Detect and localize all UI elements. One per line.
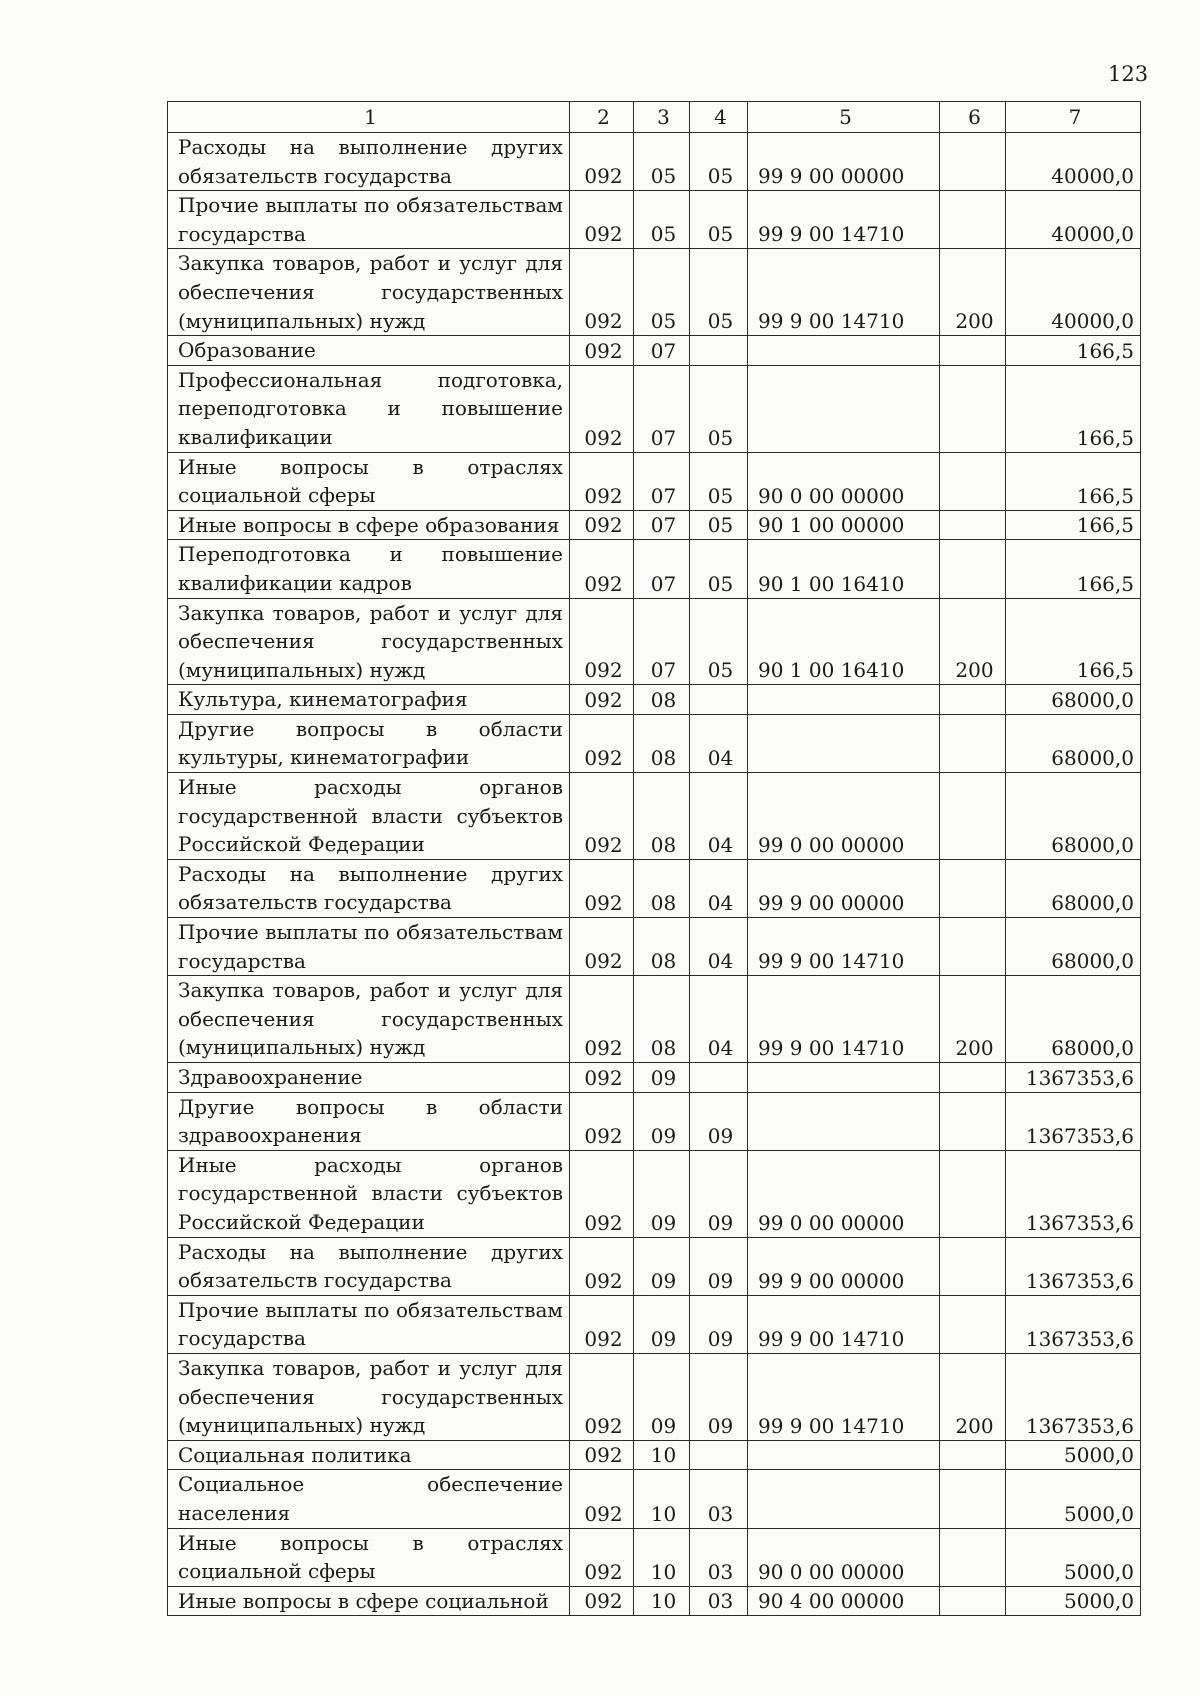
subsection-code-cell — [690, 685, 748, 715]
expense-type-cell: 200 — [940, 598, 1006, 685]
expense-type-cell — [940, 1586, 1006, 1616]
expense-name-cell: Иные вопросы в отраслях социальной сферы — [168, 452, 570, 510]
expense-name-cell: Прочие выплаты по обязательствам государства — [168, 191, 570, 249]
target-article-cell: 99 9 00 14710 — [748, 249, 940, 336]
amount-cell: 5000,0 — [1006, 1440, 1141, 1470]
expense-name-cell: Иные расходы органов государственной власти субъектов Российской Федерации — [168, 1150, 570, 1237]
expense-type-cell: 200 — [940, 249, 1006, 336]
section-code-cell: 08 — [634, 976, 690, 1063]
section-code-cell: 08 — [634, 685, 690, 715]
ministry-code-cell: 092 — [570, 598, 634, 685]
subsection-code-cell: 04 — [690, 773, 748, 860]
target-article-cell — [748, 1440, 940, 1470]
table-row — [168, 976, 1141, 1063]
subsection-code-cell: 09 — [690, 1295, 748, 1353]
target-article-cell: 90 1 00 00000 — [748, 510, 940, 540]
amount-cell: 5000,0 — [1006, 1470, 1141, 1528]
table-row — [168, 1295, 1141, 1353]
expense-type-cell — [940, 1237, 1006, 1295]
section-code-cell: 09 — [634, 1092, 690, 1150]
expense-type-cell — [940, 1063, 1006, 1093]
target-article-cell — [748, 1063, 940, 1093]
table-row — [168, 685, 1141, 715]
target-article-cell — [748, 365, 940, 452]
target-article-cell: 90 0 00 00000 — [748, 1528, 940, 1586]
header-row — [168, 102, 1141, 133]
table-row — [168, 1063, 1141, 1093]
section-code-cell: 09 — [634, 1295, 690, 1353]
subsection-code-cell: 04 — [690, 976, 748, 1063]
target-article-cell: 99 0 00 00000 — [748, 773, 940, 860]
target-article-cell: 99 9 00 14710 — [748, 976, 940, 1063]
expense-type-cell — [940, 365, 1006, 452]
table-row — [168, 452, 1141, 510]
expense-name-cell: Закупка товаров, работ и услуг для обеспечения государственных (муниципальных) нужд — [168, 598, 570, 685]
expense-type-cell — [940, 773, 1006, 860]
subsection-code-cell: 09 — [690, 1237, 748, 1295]
subsection-code-cell: 09 — [690, 1353, 748, 1440]
section-code-cell: 07 — [634, 336, 690, 366]
expense-name-cell: Закупка товаров, работ и услуг для обеспечения государственных (муниципальных) нужд — [168, 976, 570, 1063]
section-code-cell: 07 — [634, 540, 690, 598]
subsection-code-cell: 05 — [690, 191, 748, 249]
expense-name-cell: Иные вопросы в отраслях социальной сферы — [168, 1528, 570, 1586]
header-cell: 2 — [570, 102, 634, 133]
ministry-code-cell: 092 — [570, 249, 634, 336]
ministry-code-cell: 092 — [570, 1440, 634, 1470]
expense-name-cell: Здравоохранение — [168, 1063, 570, 1093]
table-row — [168, 1440, 1141, 1470]
table-row — [168, 336, 1141, 366]
expense-name-cell: Расходы на выполнение других обязательств государства — [168, 133, 570, 191]
ministry-code-cell: 092 — [570, 859, 634, 917]
expense-type-cell: 200 — [940, 1353, 1006, 1440]
ministry-code-cell: 092 — [570, 365, 634, 452]
expense-name-cell: Иные расходы органов государственной власти субъектов Российской Федерации — [168, 773, 570, 860]
header-cell: 5 — [748, 102, 940, 133]
subsection-code-cell: 05 — [690, 598, 748, 685]
section-code-cell: 10 — [634, 1440, 690, 1470]
amount-cell: 166,5 — [1006, 540, 1141, 598]
table-row — [168, 510, 1141, 540]
amount-cell: 40000,0 — [1006, 191, 1141, 249]
ministry-code-cell: 092 — [570, 1353, 634, 1440]
target-article-cell: 90 0 00 00000 — [748, 452, 940, 510]
ministry-code-cell: 092 — [570, 133, 634, 191]
table-row — [168, 365, 1141, 452]
header-cell: 4 — [690, 102, 748, 133]
section-code-cell: 09 — [634, 1150, 690, 1237]
table-row — [168, 918, 1141, 976]
expense-name-cell: Культура, кинематография — [168, 685, 570, 715]
amount-cell: 166,5 — [1006, 452, 1141, 510]
amount-cell: 1367353,6 — [1006, 1353, 1141, 1440]
header-cell: 3 — [634, 102, 690, 133]
target-article-cell: 90 1 00 16410 — [748, 598, 940, 685]
expense-type-cell — [940, 133, 1006, 191]
target-article-cell — [748, 1470, 940, 1528]
target-article-cell: 99 9 00 14710 — [748, 1353, 940, 1440]
section-code-cell: 10 — [634, 1586, 690, 1616]
subsection-code-cell: 05 — [690, 365, 748, 452]
target-article-cell: 99 9 00 00000 — [748, 859, 940, 917]
amount-cell: 68000,0 — [1006, 685, 1141, 715]
amount-cell: 166,5 — [1006, 510, 1141, 540]
expense-type-cell — [940, 1440, 1006, 1470]
expense-name-cell: Закупка товаров, работ и услуг для обеспечения государственных (муниципальных) нужд — [168, 249, 570, 336]
amount-cell: 166,5 — [1006, 336, 1141, 366]
amount-cell: 1367353,6 — [1006, 1150, 1141, 1237]
target-article-cell: 99 9 00 14710 — [748, 918, 940, 976]
subsection-code-cell: 05 — [690, 133, 748, 191]
subsection-code-cell: 05 — [690, 540, 748, 598]
table-row — [168, 249, 1141, 336]
amount-cell: 1367353,6 — [1006, 1092, 1141, 1150]
table-row — [168, 540, 1141, 598]
amount-cell: 68000,0 — [1006, 976, 1141, 1063]
target-article-cell — [748, 685, 940, 715]
section-code-cell: 07 — [634, 365, 690, 452]
subsection-code-cell: 04 — [690, 918, 748, 976]
subsection-code-cell — [690, 336, 748, 366]
subsection-code-cell: 05 — [690, 510, 748, 540]
ministry-code-cell: 092 — [570, 540, 634, 598]
table-row — [168, 1150, 1141, 1237]
expense-name-cell: Профессиональная подготовка, переподготовка и повышение квалификации — [168, 365, 570, 452]
amount-cell: 1367353,6 — [1006, 1063, 1141, 1093]
subsection-code-cell: 05 — [690, 249, 748, 336]
ministry-code-cell: 092 — [570, 1237, 634, 1295]
section-code-cell: 08 — [634, 714, 690, 772]
section-code-cell: 07 — [634, 598, 690, 685]
ministry-code-cell: 092 — [570, 1063, 634, 1093]
subsection-code-cell: 09 — [690, 1092, 748, 1150]
table-row — [168, 1237, 1141, 1295]
section-code-cell: 05 — [634, 191, 690, 249]
expense-type-cell — [940, 1092, 1006, 1150]
target-article-cell — [748, 714, 940, 772]
expense-name-cell: Другие вопросы в области здравоохранения — [168, 1092, 570, 1150]
amount-cell: 166,5 — [1006, 598, 1141, 685]
expense-type-cell — [940, 510, 1006, 540]
table-row — [168, 859, 1141, 917]
amount-cell: 68000,0 — [1006, 714, 1141, 772]
expense-name-cell: Иные вопросы в сфере образования — [168, 510, 570, 540]
amount-cell: 1367353,6 — [1006, 1295, 1141, 1353]
target-article-cell: 99 9 00 14710 — [748, 191, 940, 249]
amount-cell: 166,5 — [1006, 365, 1141, 452]
ministry-code-cell: 092 — [570, 1295, 634, 1353]
expense-name-cell: Расходы на выполнение других обязательств государства — [168, 859, 570, 917]
ministry-code-cell: 092 — [570, 1470, 634, 1528]
ministry-code-cell: 092 — [570, 191, 634, 249]
table-row — [168, 1586, 1141, 1616]
ministry-code-cell: 092 — [570, 510, 634, 540]
subsection-code-cell: 04 — [690, 859, 748, 917]
table-row — [168, 598, 1141, 685]
expense-name-cell: Переподготовка и повышение квалификации кадров — [168, 540, 570, 598]
ministry-code-cell: 092 — [570, 976, 634, 1063]
target-article-cell — [748, 1092, 940, 1150]
ministry-code-cell: 092 — [570, 918, 634, 976]
amount-cell: 40000,0 — [1006, 133, 1141, 191]
target-article-cell: 99 9 00 00000 — [748, 133, 940, 191]
section-code-cell: 10 — [634, 1470, 690, 1528]
expense-type-cell — [940, 1470, 1006, 1528]
expense-type-cell — [940, 1150, 1006, 1237]
target-article-cell — [748, 336, 940, 366]
amount-cell: 68000,0 — [1006, 859, 1141, 917]
header-cell: 1 — [168, 102, 570, 133]
expense-name-cell: Иные вопросы в сфере социальной — [168, 1586, 570, 1616]
ministry-code-cell: 092 — [570, 336, 634, 366]
table-row — [168, 191, 1141, 249]
table-row — [168, 714, 1141, 772]
expense-name-cell: Прочие выплаты по обязательствам государства — [168, 1295, 570, 1353]
header-cell: 6 — [940, 102, 1006, 133]
table-row — [168, 773, 1141, 860]
section-code-cell: 09 — [634, 1237, 690, 1295]
subsection-code-cell: 09 — [690, 1150, 748, 1237]
expense-type-cell — [940, 918, 1006, 976]
budget-table — [167, 101, 1141, 1616]
table-row — [168, 1092, 1141, 1150]
table-row — [168, 133, 1141, 191]
table-row — [168, 1528, 1141, 1586]
ministry-code-cell: 092 — [570, 714, 634, 772]
target-article-cell: 99 9 00 00000 — [748, 1237, 940, 1295]
section-code-cell: 08 — [634, 859, 690, 917]
subsection-code-cell — [690, 1440, 748, 1470]
subsection-code-cell — [690, 1063, 748, 1093]
ministry-code-cell: 092 — [570, 685, 634, 715]
expense-type-cell — [940, 685, 1006, 715]
expense-name-cell: Закупка товаров, работ и услуг для обеспечения государственных (муниципальных) нужд — [168, 1353, 570, 1440]
expense-name-cell: Социальное обеспечение населения — [168, 1470, 570, 1528]
subsection-code-cell: 05 — [690, 452, 748, 510]
expense-type-cell — [940, 191, 1006, 249]
target-article-cell: 99 9 00 14710 — [748, 1295, 940, 1353]
section-code-cell: 09 — [634, 1353, 690, 1440]
expense-type-cell — [940, 859, 1006, 917]
section-code-cell: 05 — [634, 249, 690, 336]
page-number: 123 — [1108, 62, 1149, 86]
subsection-code-cell: 03 — [690, 1528, 748, 1586]
amount-cell: 1367353,6 — [1006, 1237, 1141, 1295]
ministry-code-cell: 092 — [570, 1528, 634, 1586]
header-cell: 7 — [1006, 102, 1141, 133]
table-row — [168, 1470, 1141, 1528]
subsection-code-cell: 04 — [690, 714, 748, 772]
amount-cell: 40000,0 — [1006, 249, 1141, 336]
amount-cell: 5000,0 — [1006, 1528, 1141, 1586]
expense-type-cell — [940, 1295, 1006, 1353]
expense-type-cell — [940, 1528, 1006, 1586]
section-code-cell: 07 — [634, 510, 690, 540]
target-article-cell: 99 0 00 00000 — [748, 1150, 940, 1237]
section-code-cell: 08 — [634, 773, 690, 860]
expense-type-cell — [940, 336, 1006, 366]
ministry-code-cell: 092 — [570, 1092, 634, 1150]
expense-type-cell: 200 — [940, 976, 1006, 1063]
subsection-code-cell: 03 — [690, 1470, 748, 1528]
amount-cell: 68000,0 — [1006, 918, 1141, 976]
expense-name-cell: Социальная политика — [168, 1440, 570, 1470]
section-code-cell: 09 — [634, 1063, 690, 1093]
expense-name-cell: Прочие выплаты по обязательствам государства — [168, 918, 570, 976]
ministry-code-cell: 092 — [570, 773, 634, 860]
expense-type-cell — [940, 714, 1006, 772]
expense-name-cell: Образование — [168, 336, 570, 366]
section-code-cell: 10 — [634, 1528, 690, 1586]
target-article-cell: 90 4 00 00000 — [748, 1586, 940, 1616]
amount-cell: 68000,0 — [1006, 773, 1141, 860]
table-row — [168, 1353, 1141, 1440]
section-code-cell: 05 — [634, 133, 690, 191]
ministry-code-cell: 092 — [570, 1586, 634, 1616]
section-code-cell: 08 — [634, 918, 690, 976]
ministry-code-cell: 092 — [570, 452, 634, 510]
subsection-code-cell: 03 — [690, 1586, 748, 1616]
expense-name-cell: Расходы на выполнение других обязательств государства — [168, 1237, 570, 1295]
ministry-code-cell: 092 — [570, 1150, 634, 1237]
expense-name-cell: Другие вопросы в области культуры, кинематографии — [168, 714, 570, 772]
expense-type-cell — [940, 452, 1006, 510]
target-article-cell: 90 1 00 16410 — [748, 540, 940, 598]
amount-cell: 5000,0 — [1006, 1586, 1141, 1616]
section-code-cell: 07 — [634, 452, 690, 510]
expense-type-cell — [940, 540, 1006, 598]
